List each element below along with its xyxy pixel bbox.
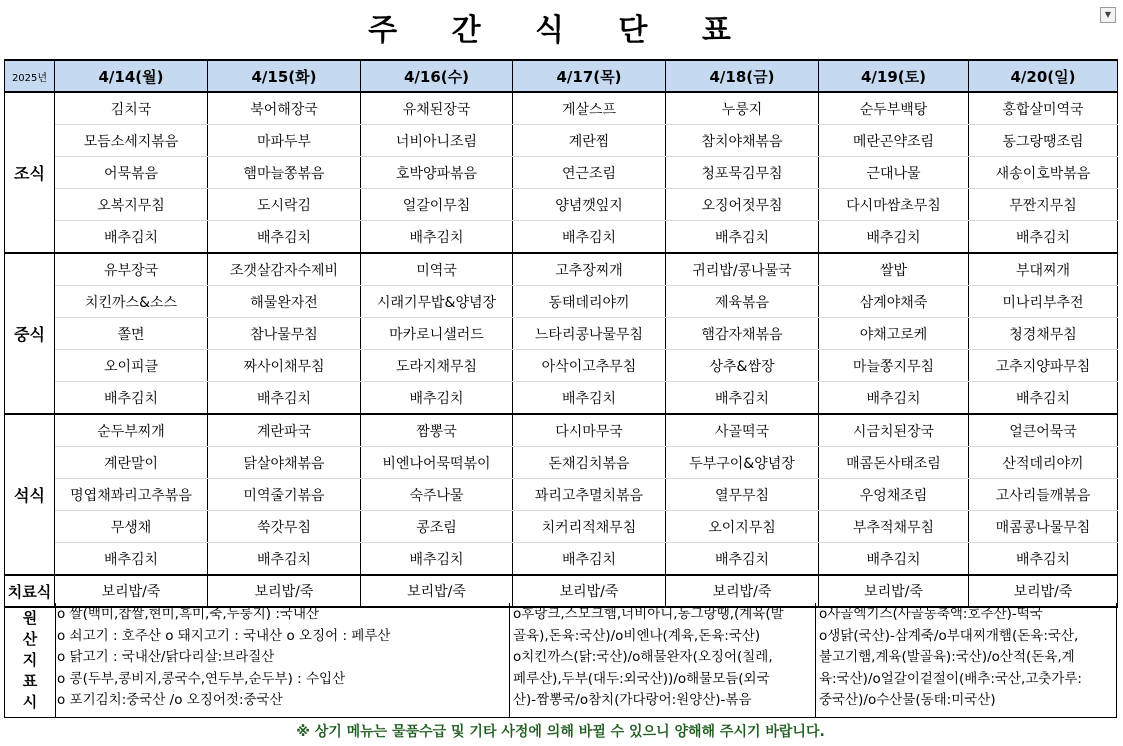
menu-cell[interactable]: 배추김치 [361, 221, 513, 254]
menu-cell[interactable]: 해물완자전 [208, 286, 361, 318]
menu-cell[interactable]: 배추김치 [513, 382, 666, 415]
menu-cell[interactable]: 미역국 [361, 253, 513, 286]
menu-cell[interactable]: 배추김치 [513, 543, 666, 576]
origin-line: o 닭고기 : 국내산/닭다리살:브라질산 [57, 649, 275, 665]
menu-cell[interactable]: 순두부찌개 [55, 414, 208, 447]
day-header[interactable]: 4/18(금) [666, 60, 819, 92]
origin-line: 육:국산)/o얼갈이겉절이(배추:국산,고춧가루: [819, 670, 1082, 687]
menu-cell[interactable]: 얼큰어묵국 [969, 414, 1118, 447]
menu-cell[interactable]: 도시락김 [208, 189, 361, 221]
menu-row [5, 286, 1118, 318]
origin-line: o사골엑기스(사골농축액:호주산)-떡국 [819, 606, 1043, 622]
origin-label [4, 603, 56, 717]
menu-cell[interactable]: 미역줄기볶음 [208, 479, 361, 511]
meal-label[interactable]: 석식 [5, 414, 55, 575]
menu-cell[interactable]: 느타리콩나물무침 [513, 318, 666, 350]
menu-cell[interactable]: 조갯살감자수제비 [208, 253, 361, 286]
menu-cell[interactable]: 사골떡국 [666, 414, 819, 447]
day-header[interactable]: 4/15(화) [208, 60, 361, 92]
origin-line: 중국산)/o수산물(동태:미국산) [819, 692, 996, 708]
menu-cell[interactable]: 돈채김치볶음 [513, 447, 666, 479]
menu-cell[interactable]: 삼계야채죽 [819, 286, 969, 318]
menu-cell[interactable]: 북어해장국 [208, 92, 361, 125]
menu-cell[interactable]: 우엉채조림 [819, 479, 969, 511]
origin-section [4, 603, 1117, 718]
origin-line: 페루산),두부(대두:외국산))/o해물모듬(외국 [513, 670, 770, 687]
year-cell[interactable]: 2025년 [5, 60, 55, 92]
origin-label-char: 시 [22, 692, 38, 711]
menu-row [5, 253, 1118, 286]
menu-cell[interactable]: 동태데리야끼 [513, 286, 666, 318]
therapeutic-cell[interactable]: 보리밥/죽 [819, 575, 969, 607]
menu-cell[interactable]: 모듬소세지볶음 [55, 125, 208, 157]
menu-row [5, 125, 1118, 157]
meal-label[interactable]: 조식 [5, 92, 55, 253]
menu-row [5, 157, 1118, 189]
menu-row [5, 511, 1118, 543]
menu-cell[interactable]: 배추김치 [55, 221, 208, 254]
menu-cell[interactable]: 오이피클 [55, 350, 208, 382]
menu-cell[interactable]: 새송이호박볶음 [969, 157, 1118, 189]
menu-cell[interactable]: 오복지무침 [55, 189, 208, 221]
menu-cell[interactable]: 아삭이고추무침 [513, 350, 666, 382]
menu-cell[interactable]: 상추&쌈장 [666, 350, 819, 382]
menu-cell[interactable]: 짜사이채무침 [208, 350, 361, 382]
menu-cell[interactable]: 게살스프 [513, 92, 666, 125]
menu-row [5, 479, 1118, 511]
origin-line: o 포기김치:중국산 /o 오징어젓:중국산 [57, 692, 283, 708]
menu-row [5, 447, 1118, 479]
menu-cell[interactable]: 얼갈이무침 [361, 189, 513, 221]
menu-cell[interactable]: 미나리부추전 [969, 286, 1118, 318]
menu-cell[interactable]: 명엽채꽈리고추볶음 [55, 479, 208, 511]
menu-cell[interactable]: 짬뽕국 [361, 414, 513, 447]
therapeutic-cell[interactable]: 보리밥/죽 [208, 575, 361, 607]
menu-row [5, 350, 1118, 382]
menu-cell[interactable]: 홍합살미역국 [969, 92, 1118, 125]
menu-cell[interactable]: 시금치된장국 [819, 414, 969, 447]
menu-cell[interactable]: 매콤콩나물무침 [969, 511, 1118, 543]
origin-line: 골육),돈육:국산)/o비엔나(계육,돈육:국산) [513, 627, 761, 644]
menu-cell[interactable]: 귀리밥/콩나물국 [666, 253, 819, 286]
menu-cell[interactable]: 야채고로케 [819, 318, 969, 350]
menu-cell[interactable]: 계란찜 [513, 125, 666, 157]
menu-cell[interactable]: 제육볶음 [666, 286, 819, 318]
origin-label-char: 원 [22, 608, 38, 627]
menu-cell[interactable]: 배추김치 [666, 221, 819, 254]
menu-cell[interactable]: 순두부백탕 [819, 92, 969, 125]
menu-cell[interactable]: 두부구이&양념장 [666, 447, 819, 479]
menu-cell[interactable]: 배추김치 [969, 543, 1118, 576]
menu-cell[interactable]: 배추김치 [208, 382, 361, 415]
menu-cell[interactable]: 숙주나물 [361, 479, 513, 511]
menu-cell[interactable]: 청포묵김무침 [666, 157, 819, 189]
menu-cell[interactable]: 비엔나어묵떡볶이 [361, 447, 513, 479]
menu-cell[interactable]: 열무무침 [666, 479, 819, 511]
menu-cell[interactable]: 김치국 [55, 92, 208, 125]
menu-cell[interactable]: 계란말이 [55, 447, 208, 479]
day-header[interactable]: 4/16(수) [361, 60, 513, 92]
origin-column-2[interactable] [510, 603, 816, 717]
day-header[interactable]: 4/17(목) [513, 60, 666, 92]
menu-cell[interactable]: 고사리들깨볶음 [969, 479, 1118, 511]
menu-row [5, 543, 1118, 576]
origin-line: 산)-짬뽕국/o참치(가다랑어:원양산)-볶음 [513, 692, 752, 708]
day-header[interactable]: 4/19(토) [819, 60, 969, 92]
menu-row [5, 221, 1118, 254]
menu-cell[interactable]: 부대찌개 [969, 253, 1118, 286]
menu-cell[interactable]: 매콤돈사태조림 [819, 447, 969, 479]
menu-cell[interactable]: 배추김치 [208, 221, 361, 254]
day-header[interactable]: 4/14(월) [55, 60, 208, 92]
menu-cell[interactable]: 유채된장국 [361, 92, 513, 125]
menu-cell[interactable]: 청경채무침 [969, 318, 1118, 350]
menu-cell[interactable]: 근대나물 [819, 157, 969, 189]
origin-column-3[interactable] [816, 603, 1117, 717]
origin-line: 불고기햄,계육(발골육):국산)/o산적(돈육,계 [819, 649, 1075, 665]
menu-cell[interactable]: 배추김치 [819, 382, 969, 415]
menu-cell[interactable]: 연근조림 [513, 157, 666, 189]
filter-dropdown-icon[interactable]: ▼ [1100, 7, 1116, 23]
origin-label-char: 산 [22, 629, 38, 648]
menu-cell[interactable]: 호박양파볶음 [361, 157, 513, 189]
therapeutic-cell[interactable]: 보리밥/죽 [666, 575, 819, 607]
menu-row [5, 414, 1118, 447]
notice-text: ※ 상기 메뉴는 물품수급 및 기타 사정에 의해 바뀔 수 있으니 양해해 주시기 바랍니다. [296, 724, 825, 740]
menu-cell[interactable]: 치커리적채무침 [513, 511, 666, 543]
menu-cell[interactable]: 메란곤약조림 [819, 125, 969, 157]
day-header[interactable]: 4/20(일) [969, 60, 1118, 92]
menu-cell[interactable]: 쫄면 [55, 318, 208, 350]
menu-cell[interactable]: 치킨까스&소스 [55, 286, 208, 318]
therapeutic-cell[interactable]: 보리밥/죽 [55, 575, 208, 607]
menu-cell[interactable]: 무생채 [55, 511, 208, 543]
origin-line: o생닭(국산)-삼계죽/o부대찌개햄(돈육:국산, [819, 627, 1079, 644]
menu-cell[interactable]: 다시마무국 [513, 414, 666, 447]
menu-cell[interactable]: 참치야채볶음 [666, 125, 819, 157]
menu-cell[interactable]: 누룽지 [666, 92, 819, 125]
menu-cell[interactable]: 어묵볶음 [55, 157, 208, 189]
therapeutic-cell[interactable]: 보리밥/죽 [513, 575, 666, 607]
origin-label-char: 지 [22, 650, 38, 669]
menu-cell[interactable]: 햄감자채볶음 [666, 318, 819, 350]
menu-cell[interactable]: 배추김치 [55, 382, 208, 415]
menu-cell[interactable]: 햄마늘쫑볶음 [208, 157, 361, 189]
therapeutic-cell[interactable]: 보리밥/죽 [361, 575, 513, 607]
menu-cell[interactable]: 배추김치 [513, 221, 666, 254]
menu-cell[interactable]: 너비아니조림 [361, 125, 513, 157]
menu-cell[interactable]: 부추적채무침 [819, 511, 969, 543]
origin-label-char: 표 [22, 671, 38, 690]
origin-line: o치킨까스(닭:국산)/o해물완자(오징어(칠레, [513, 649, 773, 665]
menu-cell[interactable]: 마카로니샐러드 [361, 318, 513, 350]
menu-row [5, 318, 1118, 350]
origin-line: o 쇠고기 : 호주산 o 돼지고기 : 국내산 o 오징어 : 페루산 [57, 627, 391, 644]
menu-cell[interactable]: 배추김치 [361, 543, 513, 576]
menu-cell[interactable]: 마늘쫑지무침 [819, 350, 969, 382]
weekly-menu-table [4, 59, 1118, 608]
menu-cell[interactable]: 쌀밥 [819, 253, 969, 286]
therapeutic-cell[interactable]: 보리밥/죽 [969, 575, 1118, 607]
menu-cell[interactable]: 산적데리야끼 [969, 447, 1118, 479]
origin-line: o 쌀(백미,찹쌀,현미,흑미,죽,누룽지) :국내산 [57, 606, 320, 622]
menu-cell[interactable]: 오징어젓무침 [666, 189, 819, 221]
menu-cell[interactable]: 쑥갓무침 [208, 511, 361, 543]
origin-column-1[interactable] [54, 603, 510, 717]
menu-cell[interactable]: 무짠지무침 [969, 189, 1118, 221]
menu-cell[interactable]: 배추김치 [666, 543, 819, 576]
menu-row [5, 92, 1118, 125]
menu-cell[interactable]: 배추김치 [361, 382, 513, 415]
menu-cell[interactable]: 꽈리고추멸치볶음 [513, 479, 666, 511]
menu-cell[interactable]: 계란파국 [208, 414, 361, 447]
menu-cell[interactable]: 배추김치 [208, 543, 361, 576]
menu-cell[interactable]: 배추김치 [666, 382, 819, 415]
menu-cell[interactable]: 콩조림 [361, 511, 513, 543]
menu-cell[interactable]: 배추김치 [969, 221, 1118, 254]
menu-cell[interactable]: 양념깻잎지 [513, 189, 666, 221]
origin-line: o후랑크,스모크햄,너비아니,동그랑땡,(계육(발 [513, 606, 784, 622]
menu-row [5, 189, 1118, 221]
menu-cell[interactable]: 배추김치 [55, 543, 208, 576]
menu-cell[interactable]: 마파두부 [208, 125, 361, 157]
menu-cell[interactable]: 다시마쌈초무침 [819, 189, 969, 221]
page-title: 주 간 식 단 표 [368, 13, 753, 48]
menu-cell[interactable]: 닭살야채볶음 [208, 447, 361, 479]
menu-cell[interactable]: 참나물무침 [208, 318, 361, 350]
menu-cell[interactable]: 오이지무침 [666, 511, 819, 543]
menu-row [5, 382, 1118, 415]
menu-cell[interactable]: 배추김치 [969, 382, 1118, 415]
date-header-row [5, 60, 1118, 92]
menu-cell[interactable]: 시래기무밥&양념장 [361, 286, 513, 318]
menu-cell[interactable]: 동그랑땡조림 [969, 125, 1118, 157]
menu-cell[interactable]: 고추지양파무침 [969, 350, 1118, 382]
menu-cell[interactable]: 고추장찌개 [513, 253, 666, 286]
menu-cell[interactable]: 도라지채무침 [361, 350, 513, 382]
therapeutic-label[interactable]: 치료식 [5, 575, 55, 607]
menu-cell[interactable]: 배추김치 [819, 221, 969, 254]
meal-label[interactable]: 중식 [5, 253, 55, 414]
menu-cell[interactable]: 배추김치 [819, 543, 969, 576]
menu-cell[interactable]: 유부장국 [55, 253, 208, 286]
origin-line: o 콩(두부,콩비지,콩국수,연두부,순두부) : 수입산 [57, 670, 346, 687]
